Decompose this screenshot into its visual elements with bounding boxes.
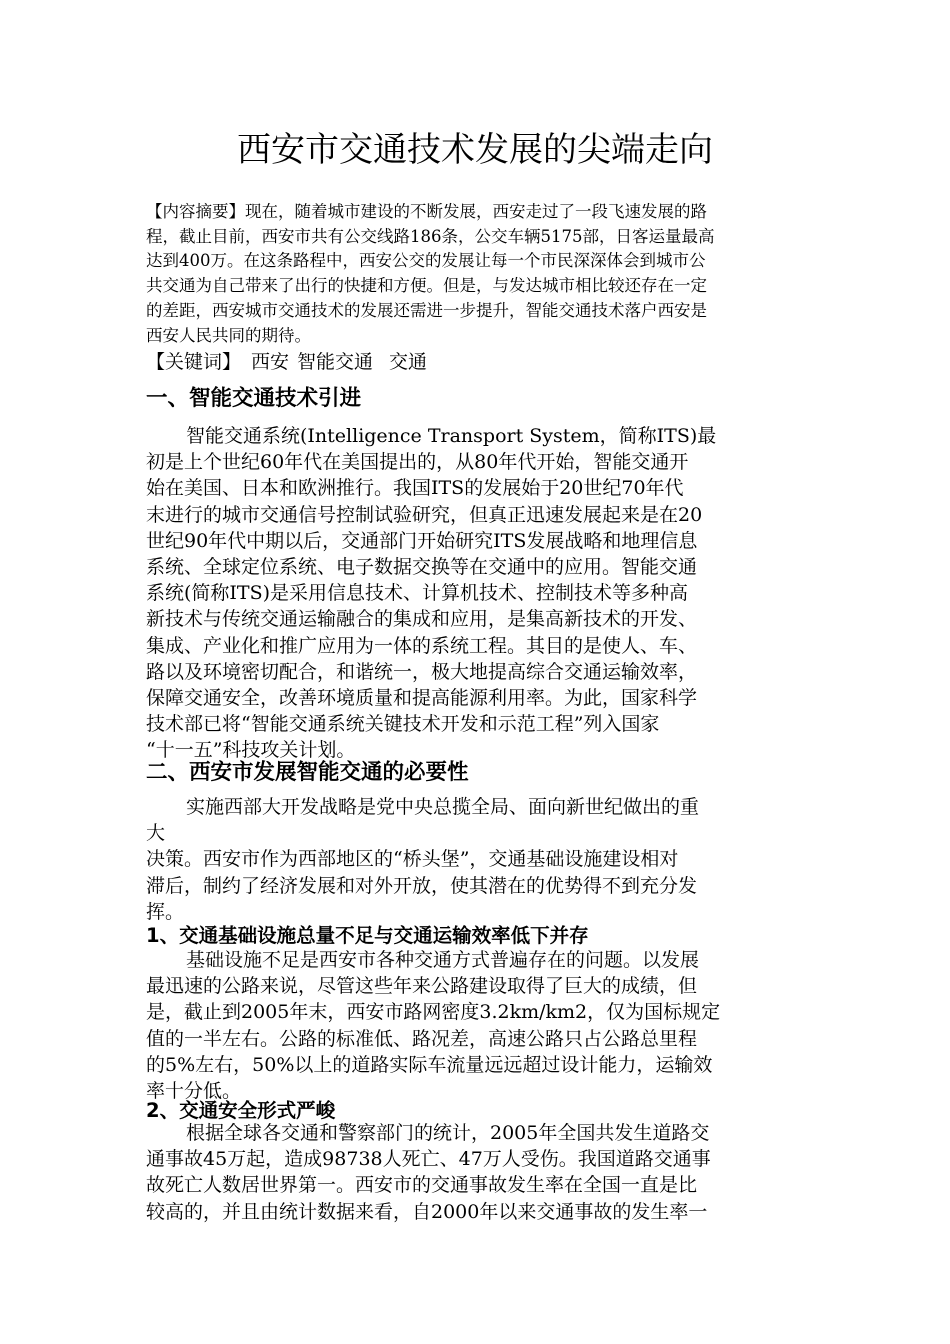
paragraph-line: 是，截止到2005年末，西安市路网密度3.2km/km2，仅为国标规定 xyxy=(146,1001,721,1024)
document-title: 西安市交通技术发展的尖端走向 xyxy=(237,130,713,170)
paragraph-line: 集成、产业化和推广应用为一体的系统工程。其目的是使人、车、 xyxy=(146,634,698,657)
paragraph-line: 实施西部大开发战略是党中央总揽全局、面向新世纪做出的重 xyxy=(186,796,700,818)
paragraph-line: 的5%左右，50%以上的道路实际车流量远远超过设计能力，运输效 xyxy=(146,1053,713,1076)
subsection-paragraph xyxy=(146,1120,806,1225)
abstract xyxy=(146,200,806,348)
paragraph-line: 根据全球各交通和警察部门的统计，2005年全国共发生道路交 xyxy=(186,1122,710,1144)
keywords xyxy=(146,347,806,377)
section-paragraph xyxy=(146,423,806,764)
abstract-line: 西安人民共同的期待。 xyxy=(146,325,311,345)
paragraph-line: 新技术与传统交通运输融合的集成和应用，是集高新技术的开发、 xyxy=(146,608,698,631)
paragraph-line: 最迅速的公路来说，尽管这些年来公路建设取得了巨大的成绩，但 xyxy=(146,975,698,998)
subsection-heading: 1、交通基础设施总量不足与交通运输效率低下并存 xyxy=(146,924,589,947)
paragraph-line: 挥。 xyxy=(146,900,185,923)
abstract-line: 共交通为自己带来了出行的快捷和方便。但是，与发达城市相比较还存在一定 xyxy=(146,276,707,296)
abstract-line: 【内容摘要】现在，随着城市建设的不断发展，西安走过了一段飞速发展的路 xyxy=(146,202,707,221)
paragraph-line: 基础设施不足是西安市各种交通方式普遍存在的问题。以发展 xyxy=(186,949,700,971)
paragraph-line: 始在美国、日本和欧洲推行。我国ITS的发展始于20世纪70年代 xyxy=(146,477,684,500)
paragraph-line: 智能交通系统(Intelligence Transport System，简称ITS)最 xyxy=(186,425,717,447)
keywords-label: 【关键词】 xyxy=(146,351,242,373)
paragraph-line: 率十分低。 xyxy=(146,1080,242,1103)
paragraph-line: 系统(简称ITS)是采用信息技术、计算机技术、控制技术等多种高 xyxy=(146,582,689,605)
paragraph-line: 系统、全球定位系统、电子数据交换等在交通中的应用。智能交通 xyxy=(146,556,698,579)
abstract-line: 程，截止目前，西安市共有公交线路186条，公交车辆5175部，日客运量最高 xyxy=(146,226,715,246)
paragraph-line: 初是上个世纪60年代在美国提出的，从80年代开始，智能交通开 xyxy=(146,451,689,474)
subsection-paragraph xyxy=(146,947,806,1104)
section-heading: 二、西安市发展智能交通的必要性 xyxy=(146,760,469,785)
keyword: 西安 xyxy=(251,351,290,373)
abstract-line: 的差距，西安城市交通技术的发展还需进一步提升，智能交通技术落户西安是 xyxy=(146,300,707,320)
paragraph-line: 值的一半左右。公路的标准低、路况差，高速公路只占公路总里程 xyxy=(146,1027,698,1050)
section-paragraph xyxy=(146,794,806,925)
section-heading: 一、智能交通技术引进 xyxy=(146,386,362,411)
paragraph-line: 决策。西安市作为西部地区的“桥头堡”，交通基础设施建设相对 xyxy=(146,848,679,871)
paragraph-line: “十一五”科技攻关计划。 xyxy=(146,739,356,762)
keyword: 交通 xyxy=(389,351,428,373)
paragraph-line: 路以及环境密切配合，和谐统一，极大地提高综合交通运输效率， xyxy=(146,660,698,683)
paragraph-line: 末进行的城市交通信号控制试验研究，但真正迅速发展起来是在20 xyxy=(146,503,703,526)
subsection-heading: 2、交通安全形式严峻 xyxy=(146,1099,336,1122)
paragraph-line: 通事故45万起，造成98738人死亡、47万人受伤。我国道路交通事 xyxy=(146,1148,711,1171)
paragraph-line: 技术部已将“智能交通系统关键技术开发和示范工程”列入国家 xyxy=(146,713,660,736)
abstract-line: 达到400万。在这条路程中，西安公交的发展让每一个市民深深体会到城市公 xyxy=(146,251,706,271)
keyword: 智能交通 xyxy=(297,351,374,373)
paragraph-line: 较高的，并且由统计数据来看，自2000年以来交通事故的发生率一 xyxy=(146,1200,708,1223)
paragraph-line: 保障交通安全，改善环境质量和提高能源利用率。为此，国家科学 xyxy=(146,687,698,710)
paragraph-line: 滞后，制约了经济发展和对外开放，使其潜在的优势得不到充分发 xyxy=(146,874,698,897)
paragraph-line: 大 xyxy=(146,822,166,845)
paragraph-line: 世纪90年代中期以后，交通部门开始研究ITS发展战略和地理信息 xyxy=(146,529,698,552)
paragraph-line: 故死亡人数居世界第一。西安市的交通事故发生率在全国一直是比 xyxy=(146,1174,698,1197)
